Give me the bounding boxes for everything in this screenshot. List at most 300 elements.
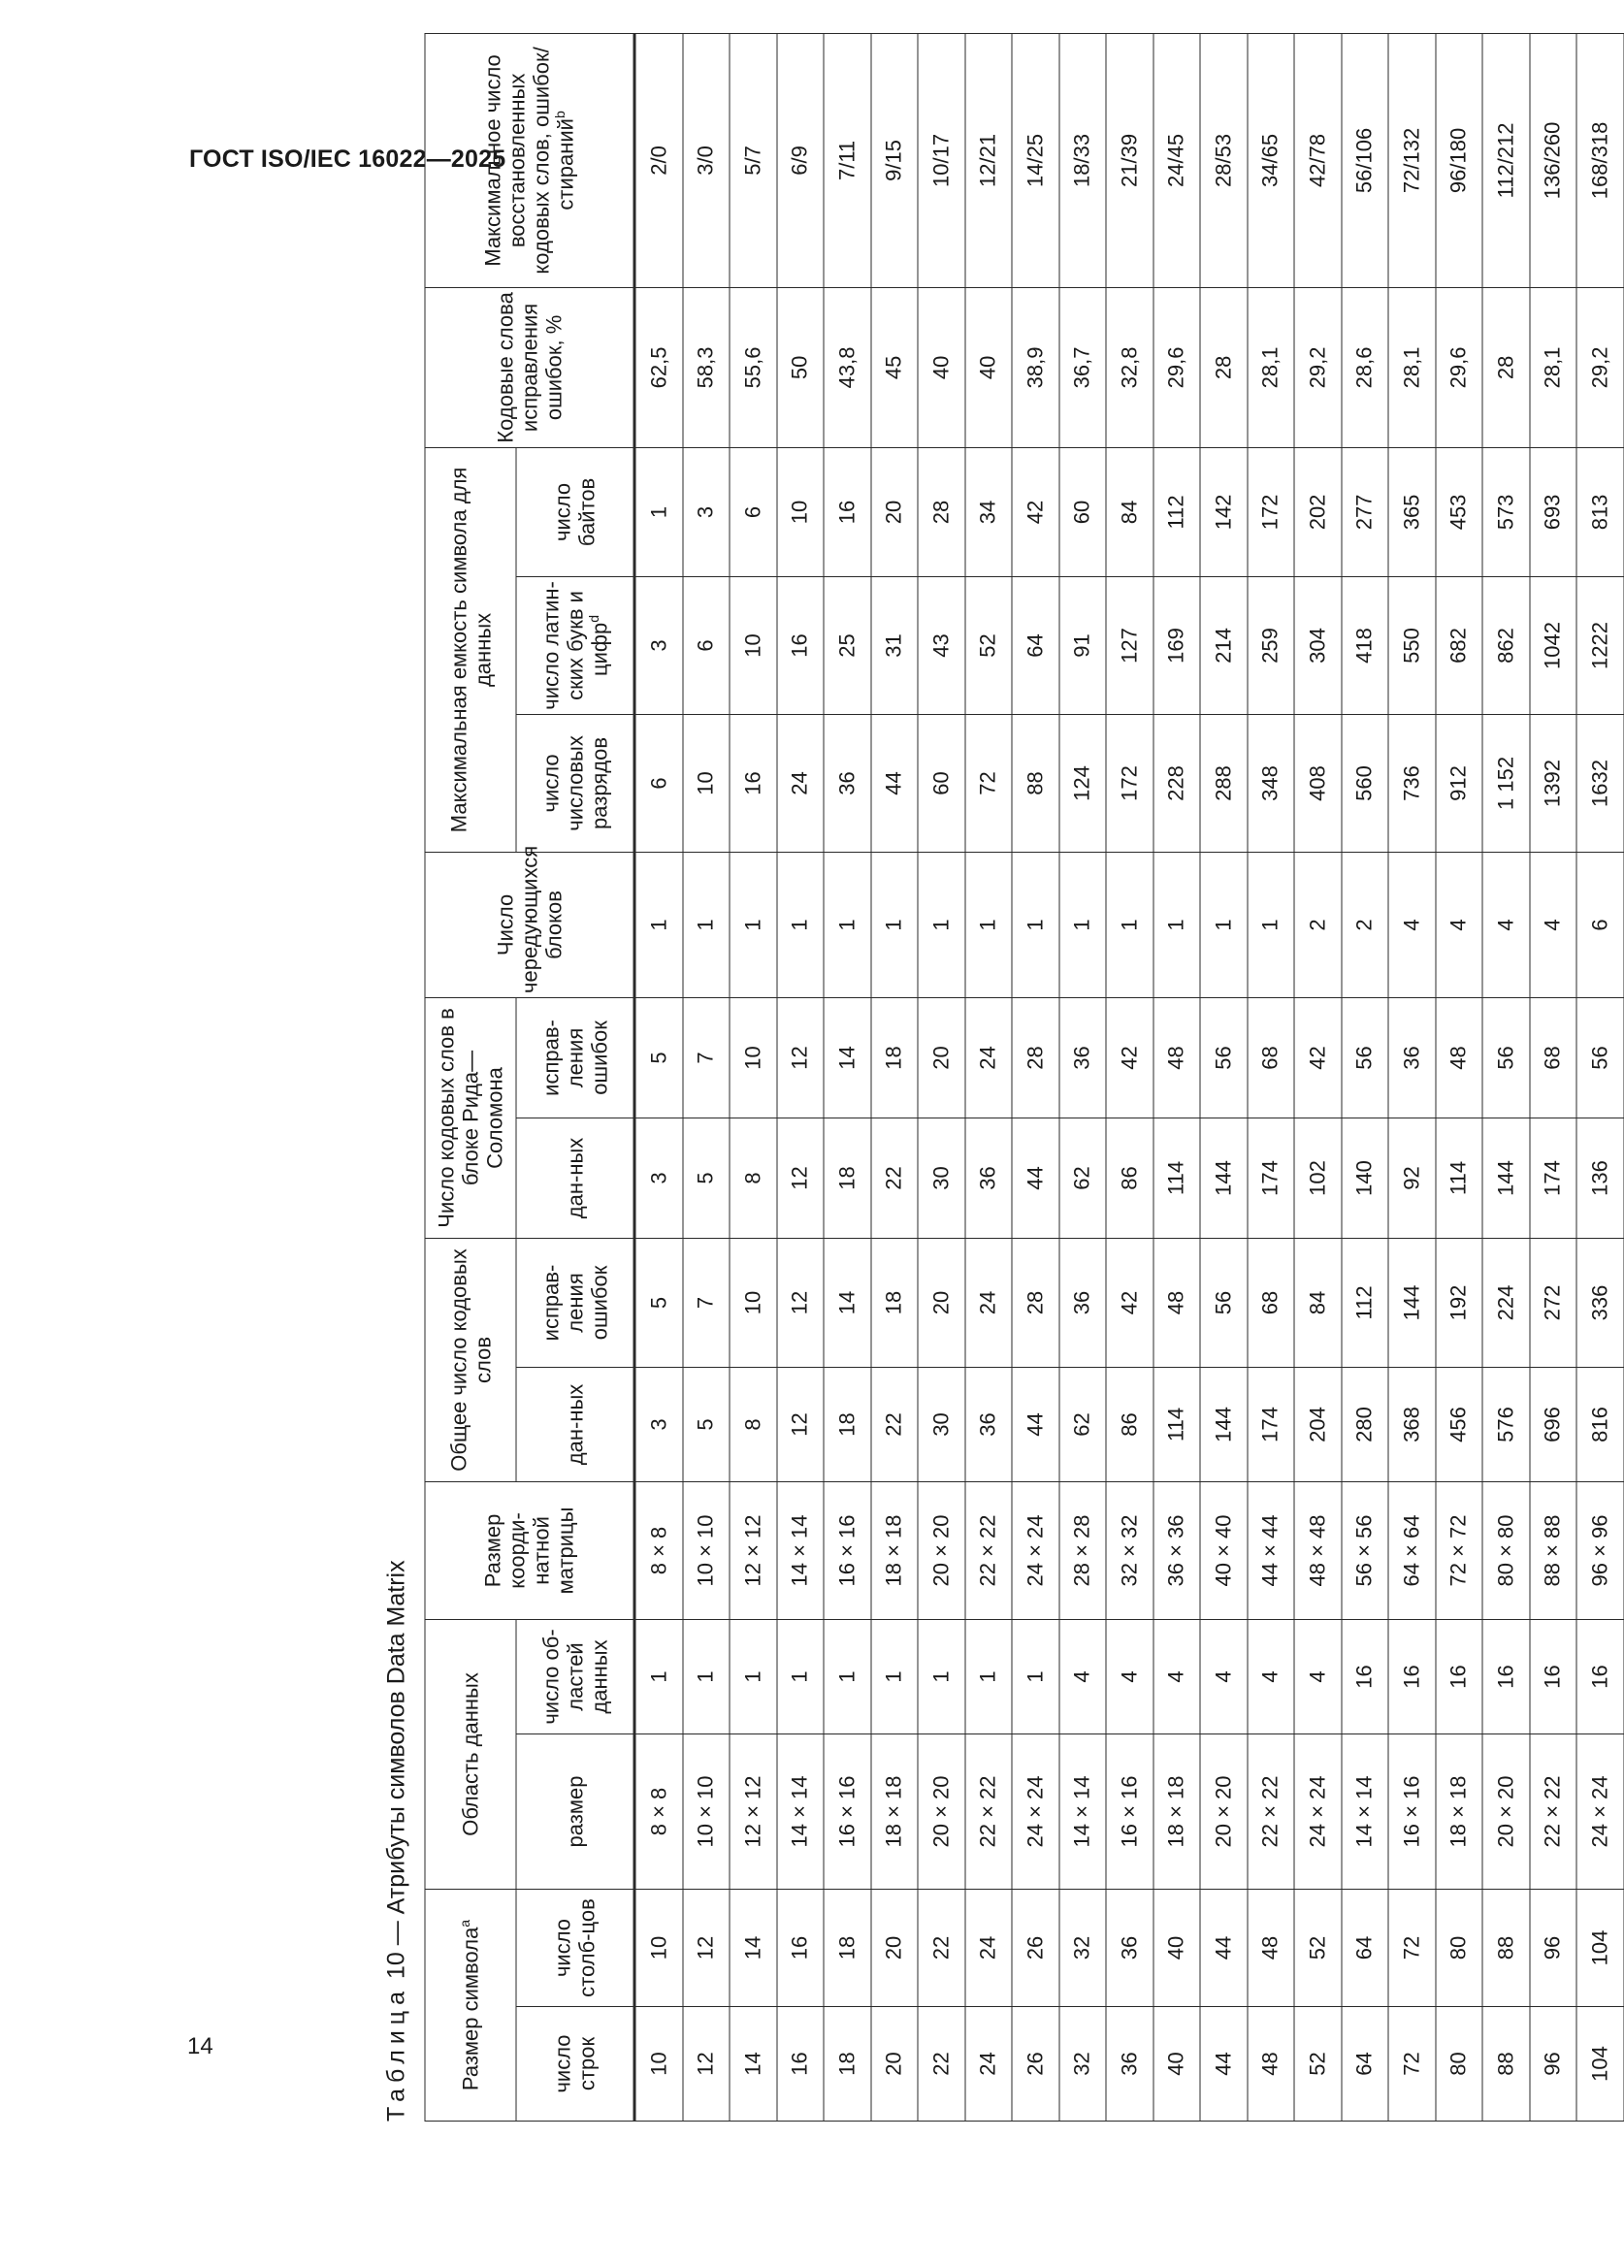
table-row — [683, 33, 731, 2121]
table-cell: 28,6 — [1342, 287, 1389, 447]
table-cell: 142 — [1200, 447, 1248, 576]
table-cell: 56 — [1482, 997, 1530, 1118]
table-cell: 6 — [730, 447, 777, 576]
table-cell: 4 — [1153, 1619, 1201, 1733]
table-cell: 12 — [777, 1118, 825, 1238]
table-row — [871, 33, 919, 2121]
table-cell: 140 — [1342, 1118, 1389, 1238]
table-row — [918, 33, 965, 2121]
table-caption-text: 10 — Атрибуты символов Data Matrix — [382, 1560, 410, 1986]
table-cell: 26 — [1012, 2007, 1059, 2122]
table-cell: 58,3 — [683, 287, 731, 447]
table-cell: 4 — [1294, 1619, 1342, 1733]
table-cell: 24 × 24 — [1012, 1481, 1059, 1619]
table-cell: 84 — [1106, 447, 1153, 576]
table-cell: 112 — [1342, 1238, 1389, 1367]
table-cell: 28 × 28 — [1059, 1481, 1107, 1619]
table-cell: 1632 — [1576, 714, 1624, 852]
table-cell: 16 — [1436, 1619, 1483, 1733]
table-cell: 1 — [683, 852, 731, 997]
table-cell: 32 — [1059, 1889, 1107, 2006]
data-matrix-attributes-table — [425, 33, 1624, 2122]
table-cell: 16 — [777, 2007, 825, 2122]
table-cell: 14 × 14 — [1342, 1733, 1389, 1889]
table-cell: 16 — [777, 1889, 825, 2006]
table-cell: 3 — [634, 576, 683, 714]
table-cell: 36 — [824, 714, 871, 852]
table-cell: 5 — [634, 997, 683, 1118]
table-body — [634, 33, 1624, 2121]
table-cell: 16 × 16 — [1106, 1733, 1153, 1889]
table-cell: 25 — [824, 576, 871, 714]
table-row — [1106, 33, 1153, 2121]
table-cell: 18 × 18 — [1436, 1733, 1483, 1889]
table-cell: 20 × 20 — [1482, 1733, 1530, 1889]
table-cell: 64 — [1342, 1889, 1389, 2006]
table-row — [824, 33, 871, 2121]
table-cell: 28 — [1200, 287, 1248, 447]
table-cell: 736 — [1388, 714, 1436, 852]
table-cell: 1392 — [1530, 714, 1577, 852]
table-cell: 8 × 8 — [634, 1733, 683, 1889]
table-cell: 64 × 64 — [1388, 1481, 1436, 1619]
table-cell: 144 — [1200, 1367, 1248, 1481]
table-cell: 88 — [1482, 1889, 1530, 2006]
table-cell: 96 — [1530, 1889, 1577, 2006]
table-cell: 44 × 44 — [1248, 1481, 1295, 1619]
table-cell: 1222 — [1576, 576, 1624, 714]
table-cell: 24 — [965, 1889, 1013, 2006]
table-cell: 88 — [1012, 714, 1059, 852]
table-cell: 40 — [965, 287, 1013, 447]
table-cell: 22 × 22 — [965, 1481, 1013, 1619]
table-cell: 68 — [1248, 1238, 1295, 1367]
table-cell: 29,2 — [1576, 287, 1624, 447]
header-reed-solomon-block: Число кодовых слов в блоке Рида—Соломона — [425, 997, 516, 1238]
table-cell: 144 — [1388, 1238, 1436, 1367]
table-cell: 224 — [1482, 1238, 1530, 1367]
table-cell: 14 — [824, 1238, 871, 1367]
table-cell: 28,1 — [1248, 287, 1295, 447]
table-cell: 1 — [965, 1619, 1013, 1733]
table-cell: 14 × 14 — [777, 1733, 825, 1889]
table-cell: 12 — [777, 1238, 825, 1367]
table-cell: 44 — [1012, 1367, 1059, 1481]
table-cell: 112 — [1153, 447, 1201, 576]
table-cell: 28 — [1012, 997, 1059, 1118]
table-caption-prefix: Таблица — [382, 1985, 410, 2122]
table-cell: 24 — [965, 997, 1013, 1118]
table-cell: 80 — [1436, 1889, 1483, 2006]
subheader-rs-data: дан-ных — [516, 1118, 634, 1238]
table-cell: 560 — [1342, 714, 1389, 852]
table-cell: 20 — [918, 997, 965, 1118]
table-cell: 21/39 — [1106, 33, 1153, 287]
table-cell: 2 — [1294, 852, 1342, 997]
table-cell: 16 — [730, 714, 777, 852]
table-cell: 8 × 8 — [634, 1481, 683, 1619]
table-cell: 36,7 — [1059, 287, 1107, 447]
table-cell: 24 × 24 — [1576, 1733, 1624, 1889]
subheader-rs-ec: исправ-ления ошибок — [516, 997, 634, 1118]
table-cell: 144 — [1200, 1118, 1248, 1238]
table-cell: 1 — [777, 852, 825, 997]
table-cell: 43,8 — [824, 287, 871, 447]
table-cell: 30 — [918, 1367, 965, 1481]
table-cell: 24 — [777, 714, 825, 852]
table-cell: 20 × 20 — [918, 1733, 965, 1889]
document-header-title: ГОСТ ISO/IEC 16022—2025 — [189, 146, 506, 173]
table-cell: 42/78 — [1294, 33, 1342, 287]
table-cell: 22 — [918, 1889, 965, 2006]
table-row — [1059, 33, 1107, 2121]
table-cell: 816 — [1576, 1367, 1624, 1481]
table-cell: 14 × 14 — [777, 1481, 825, 1619]
header-data-region: Область данных — [425, 1619, 516, 1889]
table-cell: 192 — [1436, 1238, 1483, 1367]
table-cell: 56/106 — [1342, 33, 1389, 287]
table-cell: 1 — [871, 1619, 919, 1733]
table-cell: 28,1 — [1530, 287, 1577, 447]
subheader-rows: число строк — [516, 2007, 634, 2122]
table-cell: 365 — [1388, 447, 1436, 576]
table-cell: 1 — [730, 852, 777, 997]
subheader-numeric: число числовых разрядов — [516, 714, 634, 852]
table-cell: 4 — [1248, 1619, 1295, 1733]
table-cell: 10/17 — [918, 33, 965, 287]
table-cell: 14 × 14 — [1059, 1733, 1107, 1889]
table-cell: 174 — [1248, 1118, 1295, 1238]
table-cell: 169 — [1153, 576, 1201, 714]
table-cell: 408 — [1294, 714, 1342, 852]
table-cell: 102 — [1294, 1118, 1342, 1238]
table-cell: 12 — [683, 1889, 731, 2006]
table-cell: 24/45 — [1153, 33, 1201, 287]
table-cell: 172 — [1248, 447, 1295, 576]
table-caption — [382, 131, 425, 2122]
table-cell: 1042 — [1530, 576, 1577, 714]
table-cell: 42 — [1106, 1238, 1153, 1367]
table-cell: 1 — [1200, 852, 1248, 997]
table-cell: 1 — [1012, 852, 1059, 997]
table-cell: 5 — [634, 1238, 683, 1367]
table-cell: 22 × 22 — [965, 1733, 1013, 1889]
table-cell: 29,6 — [1153, 287, 1201, 447]
table-cell: 813 — [1576, 447, 1624, 576]
table-cell: 5 — [683, 1118, 731, 1238]
table-cell: 16 — [777, 576, 825, 714]
table-cell: 45 — [871, 287, 919, 447]
table-cell: 1 — [1248, 852, 1295, 997]
table-cell: 48 — [1153, 997, 1201, 1118]
table-cell: 112/212 — [1482, 33, 1530, 287]
table-cell: 72 × 72 — [1436, 1481, 1483, 1619]
table-cell: 277 — [1342, 447, 1389, 576]
table-cell: 72 — [1388, 2007, 1436, 2122]
table-cell: 1 — [1059, 852, 1107, 997]
table-cell: 22 — [918, 2007, 965, 2122]
table-cell: 72 — [1388, 1889, 1436, 2006]
table-cell: 14 — [824, 997, 871, 1118]
table-cell: 18 × 18 — [871, 1733, 919, 1889]
table-cell: 3 — [634, 1367, 683, 1481]
table-cell: 36 — [1059, 1238, 1107, 1367]
table-cell: 18 — [824, 1118, 871, 1238]
table-cell: 38,9 — [1012, 287, 1059, 447]
table-cell: 50 — [777, 287, 825, 447]
table-cell: 20 — [871, 447, 919, 576]
table-cell: 6/9 — [777, 33, 825, 287]
page-number: 14 — [187, 2033, 213, 2059]
table-cell: 18 — [871, 1238, 919, 1367]
table-cell: 124 — [1059, 714, 1107, 852]
table-cell: 16 — [1388, 1619, 1436, 1733]
table-cell: 6 — [683, 576, 731, 714]
table-cell: 10 × 10 — [683, 1733, 731, 1889]
table-cell: 2/0 — [634, 33, 683, 287]
table-cell: 4 — [1388, 852, 1436, 997]
table-cell: 68 — [1248, 997, 1295, 1118]
table-cell: 1 — [683, 1619, 731, 1733]
table-cell: 29,2 — [1294, 287, 1342, 447]
table-cell: 60 — [1059, 447, 1107, 576]
table-cell: 62,5 — [634, 287, 683, 447]
table-cell: 36 — [1388, 997, 1436, 1118]
table-cell: 28,1 — [1388, 287, 1436, 447]
table-cell: 43 — [918, 576, 965, 714]
table-cell: 10 × 10 — [683, 1481, 731, 1619]
table-cell: 72 — [965, 714, 1013, 852]
table-cell: 862 — [1482, 576, 1530, 714]
table-cell: 1 — [634, 1619, 683, 1733]
table-cell: 9/15 — [871, 33, 919, 287]
table-cell: 4 — [1530, 852, 1577, 997]
table-cell: 18/33 — [1059, 33, 1107, 287]
table-cell: 4 — [1059, 1619, 1107, 1733]
table-cell: 40 — [1153, 2007, 1201, 2122]
table-cell: 16 × 16 — [824, 1481, 871, 1619]
table-cell: 40 — [1153, 1889, 1201, 2006]
table-cell: 912 — [1436, 714, 1483, 852]
table-cell: 573 — [1482, 447, 1530, 576]
table-cell: 104 — [1576, 1889, 1624, 2006]
subheader-total-ec: исправ-ления ошибок — [516, 1238, 634, 1367]
table-cell: 28 — [1482, 287, 1530, 447]
table-cell: 20 — [871, 1889, 919, 2006]
table-cell: 80 — [1436, 2007, 1483, 2122]
table-cell: 202 — [1294, 447, 1342, 576]
table-cell: 96/180 — [1436, 33, 1483, 287]
table-cell: 56 × 56 — [1342, 1481, 1389, 1619]
table-cell: 1 — [824, 852, 871, 997]
table-cell: 696 — [1530, 1367, 1577, 1481]
table-cell: 16 — [1530, 1619, 1577, 1733]
table-cell: 550 — [1388, 576, 1436, 714]
table-cell: 1 — [1153, 852, 1201, 997]
table-cell: 18 — [824, 1367, 871, 1481]
table-cell: 72/132 — [1388, 33, 1436, 287]
table-cell: 280 — [1342, 1367, 1389, 1481]
table-cell: 4 — [1200, 1619, 1248, 1733]
header-data-capacity: Максимальная емкость символа для данных — [425, 447, 516, 852]
table-cell: 693 — [1530, 447, 1577, 576]
table-cell: 204 — [1294, 1367, 1342, 1481]
table-cell: 22 × 22 — [1248, 1733, 1295, 1889]
table-cell: 1 — [1012, 1619, 1059, 1733]
header-max-recovered: Максимальное число восстановленных кодовых слов, ошибок/стираний$^b$ — [425, 33, 634, 287]
table-cell: 56 — [1200, 1238, 1248, 1367]
table-cell: 24 — [965, 1238, 1013, 1367]
table-cell: 18 — [871, 997, 919, 1118]
table-cell: 5 — [683, 1367, 731, 1481]
subheader-cols: число столб-цов — [516, 1889, 634, 2006]
table-cell: 1 152 — [1482, 714, 1530, 852]
table-cell: 7/11 — [824, 33, 871, 287]
table-cell: 26 — [1012, 1889, 1059, 2006]
table-cell: 62 — [1059, 1118, 1107, 1238]
table-cell: 64 — [1342, 2007, 1389, 2122]
table-cell: 56 — [1576, 997, 1624, 1118]
table-row — [1153, 33, 1201, 2121]
table-cell: 4 — [1106, 1619, 1153, 1733]
table-cell: 1 — [824, 1619, 871, 1733]
table-cell: 10 — [730, 997, 777, 1118]
table-cell: 1 — [918, 1619, 965, 1733]
table-cell: 174 — [1530, 1118, 1577, 1238]
table-cell: 168/318 — [1576, 33, 1624, 287]
table-cell: 12 × 12 — [730, 1733, 777, 1889]
table-cell: 40 — [918, 287, 965, 447]
table-cell: 10 — [777, 447, 825, 576]
table-cell: 12/21 — [965, 33, 1013, 287]
table-cell: 10 — [634, 1889, 683, 2006]
table-cell: 48 — [1153, 1238, 1201, 1367]
table-row — [1200, 33, 1248, 2121]
table-cell: 18 — [824, 1889, 871, 2006]
table-row — [634, 33, 683, 2121]
table-cell: 418 — [1342, 576, 1389, 714]
subheader-alphanumeric: число латин-ских букв и цифр$^d$ — [516, 576, 634, 714]
table-cell: 272 — [1530, 1238, 1577, 1367]
table-cell: 88 — [1482, 2007, 1530, 2122]
table-cell: 44 — [871, 714, 919, 852]
header-matrix-size: Размер коорди-натной матрицы — [425, 1481, 634, 1619]
table-row — [1294, 33, 1342, 2121]
table-cell: 127 — [1106, 576, 1153, 714]
header-symbol-size: Размер символа$^a$ — [425, 1889, 516, 2121]
table-cell: 88 × 88 — [1530, 1481, 1577, 1619]
table-cell: 22 — [871, 1367, 919, 1481]
table-cell: 32,8 — [1106, 287, 1153, 447]
table-cell: 64 — [1012, 576, 1059, 714]
table-cell: 6 — [634, 714, 683, 852]
table-cell: 10 — [730, 1238, 777, 1367]
table-row — [1436, 33, 1483, 2121]
table-cell: 3 — [634, 1118, 683, 1238]
table-cell: 7 — [683, 1238, 731, 1367]
table-cell: 34/65 — [1248, 33, 1295, 287]
table-cell: 36 — [1106, 1889, 1153, 2006]
table-row — [1388, 33, 1436, 2121]
table-cell: 91 — [1059, 576, 1107, 714]
table-cell: 1 — [634, 447, 683, 576]
table-cell: 55,6 — [730, 287, 777, 447]
header-interleaved-blocks: Число чередующихся блоков — [425, 852, 634, 997]
table-cell: 3/0 — [683, 33, 731, 287]
table-cell: 16 — [1342, 1619, 1389, 1733]
table-cell: 336 — [1576, 1238, 1624, 1367]
table-cell: 172 — [1106, 714, 1153, 852]
table-row — [1012, 33, 1059, 2121]
table-row — [1482, 33, 1530, 2121]
table-cell: 96 — [1530, 2007, 1577, 2122]
table-cell: 36 — [965, 1367, 1013, 1481]
table-cell: 44 — [1200, 1889, 1248, 2006]
table-cell: 20 — [871, 2007, 919, 2122]
table-cell: 1 — [730, 1619, 777, 1733]
table-cell: 28/53 — [1200, 33, 1248, 287]
table-cell: 4 — [1482, 852, 1530, 997]
subheader-region-size: размер — [516, 1733, 634, 1889]
table-cell: 114 — [1153, 1118, 1201, 1238]
table-cell: 114 — [1436, 1118, 1483, 1238]
table-cell: 174 — [1248, 1367, 1295, 1481]
table-cell: 34 — [965, 447, 1013, 576]
table-cell: 36 — [1059, 997, 1107, 1118]
table-cell: 228 — [1153, 714, 1201, 852]
table-cell: 52 — [1294, 2007, 1342, 2122]
table-cell: 16 × 16 — [824, 1733, 871, 1889]
table-cell: 12 × 12 — [730, 1481, 777, 1619]
table-cell: 348 — [1248, 714, 1295, 852]
table-cell: 14 — [730, 2007, 777, 2122]
table-cell: 24 × 24 — [1012, 1733, 1059, 1889]
table-cell: 52 — [1294, 1889, 1342, 2006]
table-row — [1530, 33, 1577, 2121]
table-cell: 1 — [871, 852, 919, 997]
rotated-table-container — [382, 47, 1612, 2122]
table-row — [1342, 33, 1389, 2121]
table-cell: 20 × 20 — [918, 1481, 965, 1619]
table-cell: 14/25 — [1012, 33, 1059, 287]
table-cell: 682 — [1436, 576, 1483, 714]
table-cell: 32 × 32 — [1106, 1481, 1153, 1619]
table-row — [965, 33, 1013, 2121]
table-cell: 1 — [918, 852, 965, 997]
table-cell: 28 — [1012, 1238, 1059, 1367]
table-head — [425, 33, 634, 2121]
table-cell: 36 — [965, 1118, 1013, 1238]
table-cell: 7 — [683, 997, 731, 1118]
subheader-region-count: число об-ластей данных — [516, 1619, 634, 1733]
table-cell: 16 × 16 — [1388, 1733, 1436, 1889]
table-cell: 68 — [1530, 997, 1577, 1118]
table-cell: 28 — [918, 447, 965, 576]
table-cell: 12 — [777, 997, 825, 1118]
table-cell: 14 — [730, 1889, 777, 2006]
table-cell: 12 — [683, 2007, 731, 2122]
table-cell: 16 — [1482, 1619, 1530, 1733]
table-cell: 368 — [1388, 1367, 1436, 1481]
table-cell: 84 — [1294, 1238, 1342, 1367]
table-row — [730, 33, 777, 2121]
table-cell: 22 × 22 — [1530, 1733, 1577, 1889]
table-cell: 56 — [1200, 997, 1248, 1118]
table-cell: 22 — [871, 1118, 919, 1238]
table-cell: 10 — [730, 576, 777, 714]
table-cell: 42 — [1012, 447, 1059, 576]
table-cell: 144 — [1482, 1118, 1530, 1238]
